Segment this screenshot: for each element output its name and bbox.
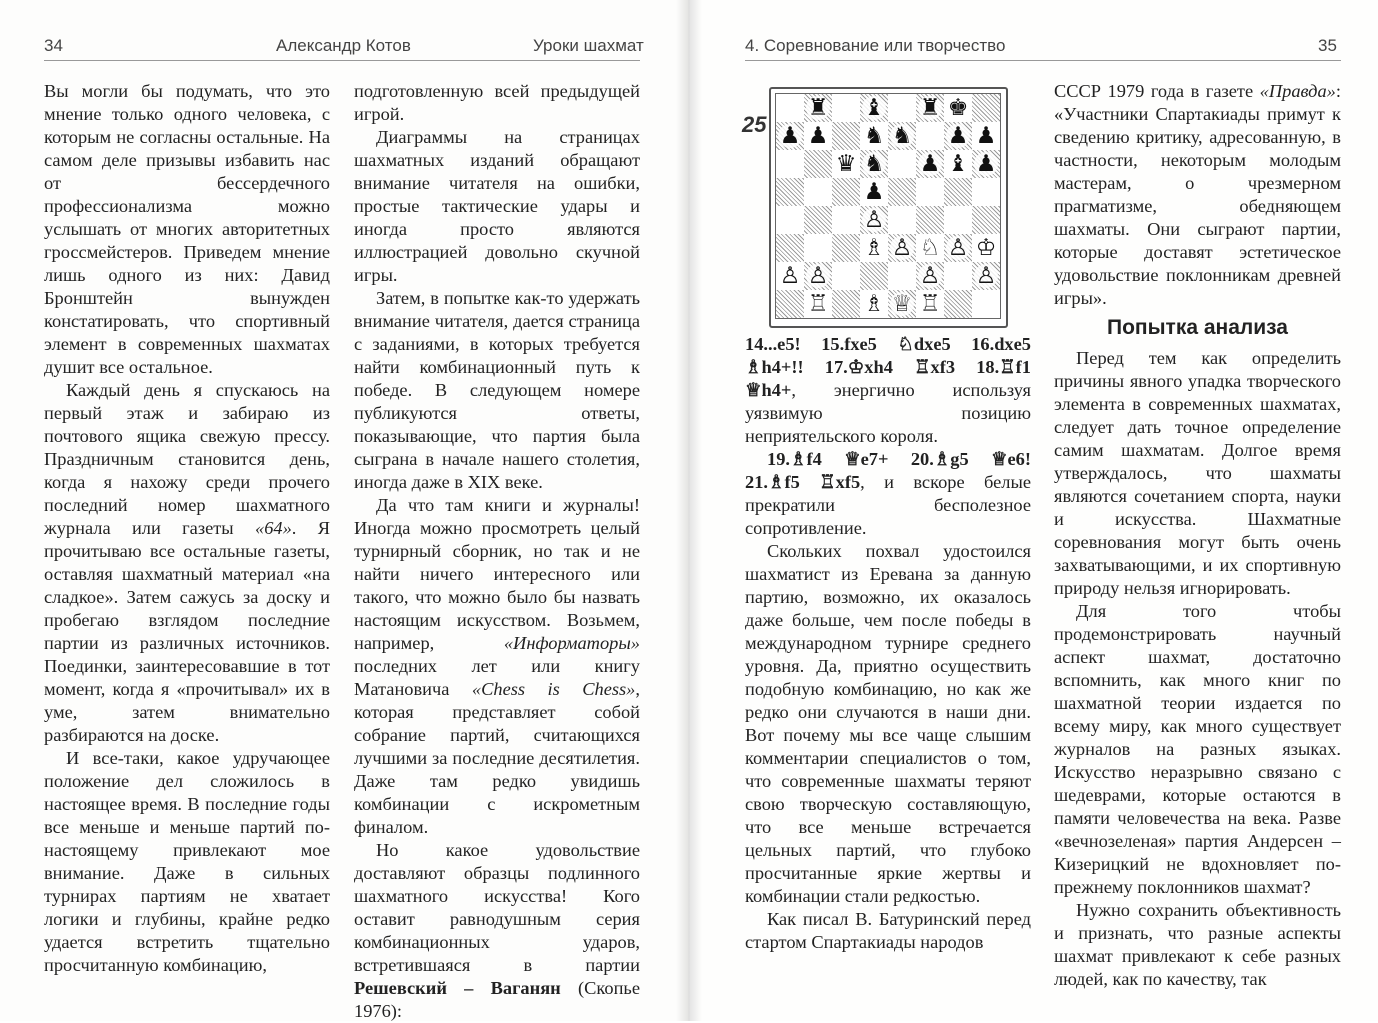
square-b8 [804, 94, 832, 122]
square-b2 [804, 262, 832, 290]
paragraph: Нужно сохранить объективность и признать, что разные аспекты шахмат привлекают к себе разных людей, как по качеству, так [1054, 900, 1341, 989]
square-h7 [972, 122, 1000, 150]
square-g6 [944, 150, 972, 178]
square-a2 [776, 262, 804, 290]
book-gutter [676, 0, 702, 1021]
square-h6 [972, 150, 1000, 178]
chess-piece-icon: ♟ [807, 123, 829, 149]
square-e7 [888, 122, 916, 150]
square-a3 [776, 234, 804, 262]
book-title: Уроки шахмат [533, 36, 644, 55]
square-e3 [888, 234, 916, 262]
square-f7 [916, 122, 944, 150]
square-h4 [972, 206, 1000, 234]
left-column-1 [44, 80, 330, 977]
chess-piece-icon: ♙ [891, 235, 913, 261]
square-c5 [832, 178, 860, 206]
left-header-rule [44, 60, 640, 61]
move-sequence: 14...e5! 15.fxe5 ♘dxe5 16.dxe5 ♗h4+!! 17.♔xh4 ♖xf3 18.♖f1 ♕h4+ [745, 334, 1031, 400]
square-h3 [972, 234, 1000, 262]
square-e2 [888, 262, 916, 290]
square-e4 [888, 206, 916, 234]
diagram-number: 25 [742, 112, 767, 137]
right-column-2 [1054, 80, 1341, 991]
square-f3 [916, 234, 944, 262]
square-g5 [944, 178, 972, 206]
right-page-number: 35 [1318, 36, 1337, 55]
move-sequence: 19.♗f4 ♕e7+ 20.♗g5 ♕e6! 21.♗f5 ♖xf5 [745, 449, 1031, 492]
square-f5 [916, 178, 944, 206]
game-players: Решевский – Ваганян [354, 978, 561, 998]
paragraph: Вы могли бы подумать, что это мнение только одного человека, с которым не согласны остальные. На самом деле призывы избавить нас от бессердечного профессионализма можно услышать от многих авторитетных гроссмейстеров. Приведем мнение лишь одного из них: Давид Бронштейн вынужден констатировать, что спортивный элемент в современных шахматах душит все остальное. [44, 81, 330, 377]
chess-piece-icon: ♖ [919, 291, 941, 317]
right-header-rule [745, 60, 1341, 61]
chess-piece-icon: ♛ [835, 151, 857, 177]
square-a8 [776, 94, 804, 122]
square-e8 [888, 94, 916, 122]
newspaper-name: «64» [255, 518, 292, 538]
paragraph: Как писал В. Батуринский перед стартом Спартакиады народов [745, 909, 1031, 952]
square-g1 [944, 290, 972, 318]
chess-piece-icon: ♟ [779, 123, 801, 149]
square-c3 [832, 234, 860, 262]
chess-piece-icon: ♟ [863, 179, 885, 205]
paragraph: Для того чтобы продемонстрировать научный аспект шахмат, достаточно вспомнить, как много книг по шахматной теории издается по всему миру, как много существует журналов на разных языках. Искусство неразрывно связано с шедеврами, которые остаются в памяти человечества на века. Разве «вечнозеленая» партия Андерсен – Кизерицкий не вдохновляет по-прежнему поклонников шахмат? [1054, 601, 1341, 897]
square-f1 [916, 290, 944, 318]
square-b7 [804, 122, 832, 150]
square-c4 [832, 206, 860, 234]
chess-piece-icon: ♘ [919, 235, 941, 261]
newspaper-name: «Правда» [1259, 81, 1336, 101]
paragraph: Скольких похвал удостоился шахматист из Еревана за данную партию, возможно, их оказалось даже больше, чем после победы в международном турнире среднего уровня. Да, приятно осуществить подобную комбинацию, но как же редко они случаются в наши дни. Вот почему мы все чаще слышим комментарии специалистов о том, что современные шахматы теряют свою творческую составляющую, что все меньше встречается цельных партий, что глубоко просчитанные яркие жертвы и комбинации стали редкостью. [745, 541, 1031, 906]
chess-piece-icon: ♙ [919, 263, 941, 289]
paragraph: Диаграммы на страницах шахматных изданий обращают внимание читателя на ошибки, простые тактические удары и иногда просто являются иллюстрацией довольно скучной игры. [354, 127, 640, 285]
square-a5 [776, 178, 804, 206]
right-column-1 [745, 333, 1031, 954]
square-c7 [832, 122, 860, 150]
paragraph: Перед тем как определить причины явного упадка творческого элемента в современных шахматах, следует дать точное определение самим шахматам. Долгое время утверждалось, что шахматы являются сочетанием спорта, науки и искусства. Шахматные соревнования могут быть очень захватывающими, и их спортивную природу нельзя игнорировать. [1054, 348, 1341, 598]
square-c8 [832, 94, 860, 122]
square-d2 [860, 262, 888, 290]
paragraph: 19.♗f4 ♕e7+ 20.♗g5 ♕e6! 21.♗f5 ♖xf5, и вскоре белые прекратили бесполезное сопротивление. [745, 449, 1031, 538]
chess-piece-icon: ♙ [975, 263, 997, 289]
paragraph: Да что там книги и журналы! Иногда можно просмотреть целый турнирный сборник, но так и не найти ничего интересного или такого, что можно было бы назвать настоящим искусством. Возьмем, например, «Информаторы» последних лет или книгу Матановича «Chess is Chess», которая представляет собой собрание партий, считающихся лучшими за последние десятилетия. Даже там редко увидишь комбинации с искрометным финалом. [354, 495, 640, 837]
chess-piece-icon: ♗ [863, 235, 885, 261]
square-b4 [804, 206, 832, 234]
chess-piece-icon: ♙ [863, 207, 885, 233]
square-b1 [804, 290, 832, 318]
chapter-title: 4. Соревнование или творчество [745, 36, 1006, 55]
chess-board [775, 93, 1001, 319]
square-d4 [860, 206, 888, 234]
square-h5 [972, 178, 1000, 206]
square-g7 [944, 122, 972, 150]
chess-piece-icon: ♞ [891, 123, 913, 149]
square-f2 [916, 262, 944, 290]
chess-piece-icon: ♙ [807, 263, 829, 289]
paragraph: И все-таки, какое удручающее положение дел сложилось в настоящее время. В последние годы все меньше и меньше партий по-настоящему привлекают мое внимание. Даже в сильных турнирах партиям не хватает логики и глубины, крайне редко удается встретить тщательно просчитанную комбинацию, [44, 748, 330, 975]
paragraph: Затем, в попытке как-то удержать внимание читателя, дается страница с заданиями, в которых требуется найти комбинационный путь к победе. В следующем номере публикуются ответы, показывающие, что партия была сыграна в начале нашего столетия, иногда даже в XIX веке. [354, 288, 640, 492]
square-h1 [972, 290, 1000, 318]
chess-piece-icon: ♜ [919, 95, 941, 121]
square-c6 [832, 150, 860, 178]
square-g8 [944, 94, 972, 122]
square-d5 [860, 178, 888, 206]
square-h2 [972, 262, 1000, 290]
chess-piece-icon: ♙ [779, 263, 801, 289]
square-g2 [944, 262, 972, 290]
square-f8 [916, 94, 944, 122]
chess-piece-icon: ♕ [891, 291, 913, 317]
chess-piece-icon: ♟ [975, 151, 997, 177]
chess-piece-icon: ♚ [947, 95, 969, 121]
chess-piece-icon: ♙ [947, 235, 969, 261]
section-heading: Попытка анализа [1107, 316, 1288, 339]
chess-piece-icon: ♞ [863, 151, 885, 177]
square-b5 [804, 178, 832, 206]
paragraph: СССР 1979 года в газете «Правда»: «Участники Спартакиады примут к сведению критику, адресованную, в частности, некоторым молодым мастерам, о чрезмерном прагматизме, обедняющем шахматы. Они сыграют партии, которые доставят эстетическое удовольствие поклонникам древней игры». [1054, 81, 1341, 308]
square-d3 [860, 234, 888, 262]
chess-piece-icon: ♞ [863, 123, 885, 149]
square-e5 [888, 178, 916, 206]
square-b6 [804, 150, 832, 178]
left-page-number: 34 [44, 36, 63, 55]
chess-piece-icon: ♝ [947, 151, 969, 177]
square-h8 [972, 94, 1000, 122]
square-d7 [860, 122, 888, 150]
chess-piece-icon: ♟ [919, 151, 941, 177]
square-a7 [776, 122, 804, 150]
chess-piece-icon: ♝ [863, 95, 885, 121]
square-a1 [776, 290, 804, 318]
paragraph: Каждый день я спускаюсь на первый этаж и забираю из почтового ящика свежую прессу. Праздничным становится день, когда я нахожу среди прочего последний номер шахматного журнала или газеты «64». Я прочитываю все остальные газеты, оставляя шахматный материал «на сладкое». Затем сажусь за доску и пробегаю взглядом последние партии из различных источников. Поединки, заинтересовавшие в тот момент, когда я «прочитывал» их в уме, затем внимательно разбираются на доске. [44, 380, 330, 745]
square-g3 [944, 234, 972, 262]
chess-piece-icon: ♗ [863, 291, 885, 317]
square-c1 [832, 290, 860, 318]
square-e6 [888, 150, 916, 178]
square-d8 [860, 94, 888, 122]
chess-piece-icon: ♟ [975, 123, 997, 149]
paragraph: 14...e5! 15.fxe5 ♘dxe5 16.dxe5 ♗h4+!! 17.♔xh4 ♖xf3 18.♖f1 ♕h4+, энергично используя уязвимую позицию неприятельского короля. [745, 334, 1031, 446]
square-d1 [860, 290, 888, 318]
author-name: Александр Котов [276, 36, 411, 55]
square-a4 [776, 206, 804, 234]
chess-piece-icon: ♟ [947, 123, 969, 149]
left-column-2 [354, 80, 640, 1023]
chess-piece-icon: ♔ [975, 235, 997, 261]
chess-piece-icon: ♖ [807, 291, 829, 317]
square-f4 [916, 206, 944, 234]
publication-name: «Информаторы» [503, 633, 640, 653]
paragraph: Но какое удовольствие доставляют образцы подлинного шахматного искусства! Кого оставит равнодушным серия комбинационных ударов, встретившаяся в партии Решевский – Ваганян (Скопье 1976): [354, 840, 640, 1021]
square-e1 [888, 290, 916, 318]
paragraph: подготовленную всей предыдущей игрой. [354, 81, 640, 124]
square-c2 [832, 262, 860, 290]
square-d6 [860, 150, 888, 178]
square-a6 [776, 150, 804, 178]
square-b3 [804, 234, 832, 262]
book-name: «Chess is Chess» [471, 679, 636, 699]
square-f6 [916, 150, 944, 178]
chess-piece-icon: ♜ [807, 95, 829, 121]
square-g4 [944, 206, 972, 234]
